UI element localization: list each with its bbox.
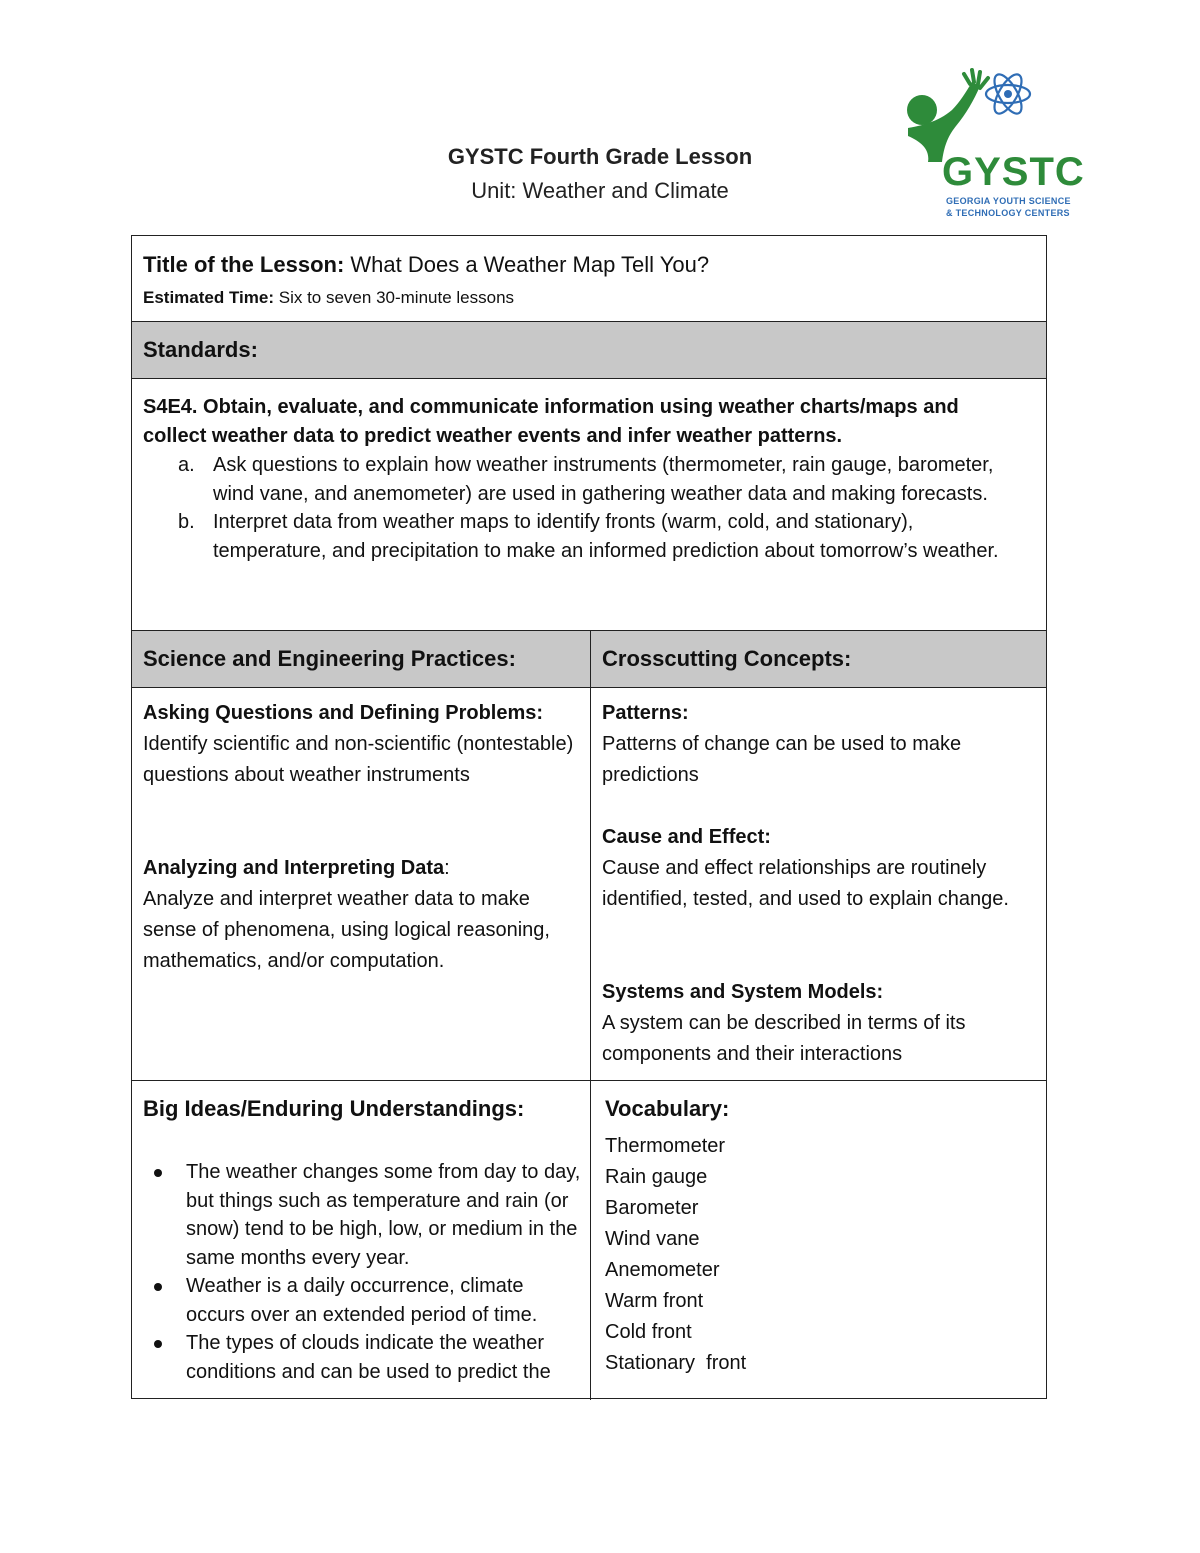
estimated-time-label: Estimated Time: (143, 288, 275, 307)
standards-heading: Standards: (143, 337, 258, 362)
lesson-table (131, 235, 1047, 1399)
logo-subtitle-line2: & TECHNOLOGY CENTERS (946, 208, 1070, 218)
logo-wordmark: GYSTC (942, 150, 1085, 194)
analyzing-data-text: Analyze and interpret weather data to make sense of phenomena, using logical reasoning, mathematics, and/or computation. (143, 888, 550, 972)
concepts-heading: Crosscutting Concepts: (602, 646, 852, 671)
list-item (132, 1158, 587, 1272)
cause-effect-text: Cause and effect relationships are routinely identified, tested, and used to explain change. (602, 857, 1009, 910)
list-item-text: The types of clouds indicate the weather conditions and can be used to predict the (186, 1332, 551, 1383)
logo-subtitle-line1: GEORGIA YOUTH SCIENCE (946, 196, 1071, 206)
estimated-time (143, 288, 514, 308)
systems-text: A system can be described in terms of its components and their interactions (602, 1012, 966, 1065)
practices-concepts-heading-row (132, 631, 1046, 688)
cause-effect-heading: Cause and Effect: (602, 826, 771, 848)
vocabulary-item: Cold front (605, 1321, 692, 1343)
practices-concepts-row (132, 688, 1046, 1081)
list-marker: b. (178, 511, 195, 533)
lesson-title (143, 252, 709, 278)
analyzing-data-colon: : (444, 857, 450, 879)
asking-questions-heading: Asking Questions and Defining Problems: (143, 702, 544, 724)
list-item-text: Interpret data from weather maps to identify fronts (warm, cold, and stationary), temperature, and precipitation to make an informed prediction about tomorrow’s weather. (213, 511, 999, 562)
standard-s4e4: S4E4. Obtain, evaluate, and communicate information using weather charts/maps and collect weather data to predict weather events and infer weather patterns. (143, 396, 959, 447)
analyzing-data-heading: Analyzing and Interpreting Data (143, 857, 445, 879)
vocabulary-item: Stationary front (605, 1352, 747, 1374)
list-item-text: Weather is a daily occurrence, climate occurs over an extended period of time. (186, 1275, 538, 1326)
list-item (132, 1329, 587, 1386)
big-ideas-list (132, 1158, 587, 1386)
bullet-icon (154, 1340, 162, 1348)
analyzing-data-heading-line (143, 853, 583, 884)
standard-item-b (132, 508, 1012, 565)
patterns-text: Patterns of change can be used to make predictions (602, 733, 962, 786)
systems-heading: Systems and System Models: (602, 981, 884, 1003)
unit-subtitle: Unit: Weather and Climate (471, 178, 729, 203)
practices-cell (132, 688, 591, 1080)
vocabulary-heading: Vocabulary: (605, 1096, 730, 1121)
big-ideas-cell (132, 1081, 591, 1400)
vocabulary-cell (591, 1081, 1046, 1400)
asking-questions-block (143, 698, 583, 791)
concepts-heading-cell (591, 631, 1046, 687)
list-item-text: Ask questions to explain how weather instruments (thermometer, rain gauge, barometer, wind vane, and anemometer) are used in gathering weather data and making forecasts. (213, 454, 994, 505)
vocabulary-item: Anemometer (605, 1259, 720, 1281)
bullet-icon (154, 1283, 162, 1291)
vocabulary-list (605, 1131, 746, 1379)
vocabulary-item: Barometer (605, 1197, 699, 1219)
vocabulary-item: Thermometer (605, 1135, 726, 1157)
list-item (132, 1272, 587, 1329)
list-marker: a. (178, 454, 195, 476)
concepts-cell (591, 688, 1046, 1080)
vocabulary-item: Rain gauge (605, 1166, 708, 1188)
lesson-title-row (132, 236, 1046, 322)
list-item-text: The weather changes some from day to day, but things such as temperature and rain (or snow) tend to be high, low, or medium in the same months every year. (186, 1161, 581, 1269)
lesson-title-value: What Does a Weather Map Tell You? (344, 252, 710, 277)
document-title: GYSTC Fourth Grade Lesson (447, 144, 753, 169)
vocabulary-item: Warm front (605, 1290, 704, 1312)
lesson-title-label: Title of the Lesson: (143, 252, 345, 277)
gystc-logo (900, 66, 1085, 224)
practices-heading: Science and Engineering Practices: (143, 646, 516, 671)
practices-heading-cell (132, 631, 591, 687)
big-ideas-vocabulary-row (132, 1081, 1046, 1400)
standard-items (132, 451, 1032, 565)
standards-row (132, 379, 1046, 631)
vocabulary-item: Wind vane (605, 1228, 700, 1250)
cause-effect-block (602, 822, 1042, 915)
systems-block (602, 977, 1042, 1070)
standard-item-a (132, 451, 1012, 508)
patterns-block (602, 698, 1042, 791)
bullet-icon (154, 1169, 162, 1177)
analyzing-data-block (143, 853, 583, 977)
asking-questions-text: Identify scientific and non-scientific (nontestable) questions about weather instruments (143, 733, 574, 786)
estimated-time-value: Six to seven 30-minute lessons (274, 288, 515, 307)
big-ideas-heading: Big Ideas/Enduring Understandings: (143, 1096, 525, 1121)
patterns-heading: Patterns: (602, 702, 689, 724)
standards-heading-row (132, 322, 1046, 379)
